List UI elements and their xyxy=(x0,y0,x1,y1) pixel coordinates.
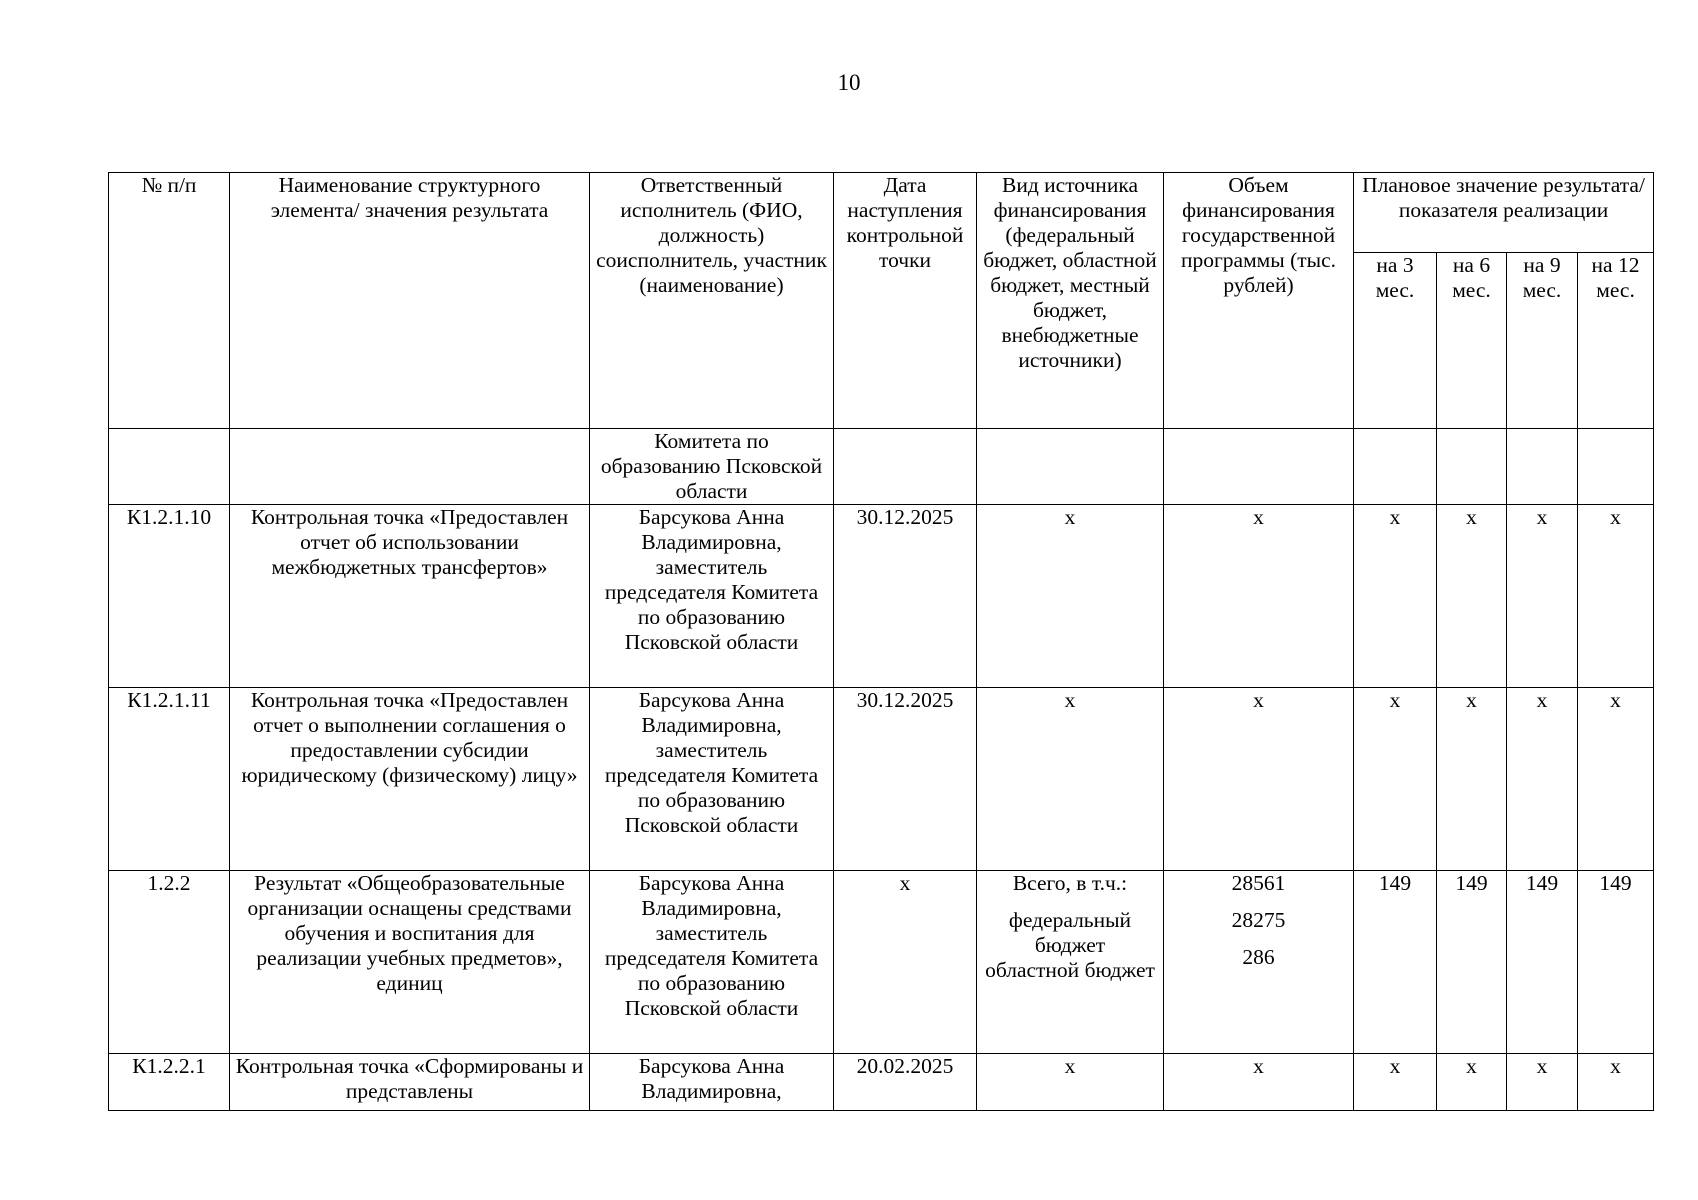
header-date: Дата наступления контрольной точки xyxy=(834,173,977,429)
table-row xyxy=(109,429,1654,505)
cell-m6 xyxy=(1437,429,1507,505)
cell-num: К1.2.1.10 xyxy=(109,505,230,688)
cell-source xyxy=(977,429,1164,505)
cell-m9 xyxy=(1507,429,1578,505)
cell-m3 xyxy=(1354,429,1437,505)
cell-m12: 149 xyxy=(1578,871,1654,1054)
table-row xyxy=(109,1054,1654,1111)
cell-date: х xyxy=(834,871,977,1054)
cell-responsible: Комитета по образованию Псковской области xyxy=(590,429,834,505)
header-plan: Плановое значение результата/показателя реализации xyxy=(1354,173,1654,253)
header-m12: на 12 мес. xyxy=(1578,253,1654,429)
source-federal: федеральный бюджет xyxy=(1008,908,1132,957)
cell-m3: 149 xyxy=(1354,871,1437,1054)
cell-volume xyxy=(1164,871,1354,1054)
cell-num: К1.2.1.11 xyxy=(109,688,230,871)
cell-name: Контрольная точка «Предоставлен отчет о выполнении соглашения о предоставлении субсидии юридическому (физическому) лицу» xyxy=(230,688,590,871)
cell-name: Контрольная точка «Предоставлен отчет об использовании межбюджетных трансфертов» xyxy=(230,505,590,688)
cell-m3: х xyxy=(1354,1054,1437,1111)
header-m9: на 9 мес. xyxy=(1507,253,1578,429)
cell-source: х xyxy=(977,505,1164,688)
cell-m12: х xyxy=(1578,688,1654,871)
cell-responsible: Барсукова Анна Владимировна, заместитель председателя Комитета по образованию Псковской области xyxy=(590,688,834,871)
header-m3: на 3 мес. xyxy=(1354,253,1437,429)
header-m6: на 6 мес. xyxy=(1437,253,1507,429)
cell-responsible: Барсукова Анна Владимировна, xyxy=(590,1054,834,1111)
cell-m6: х xyxy=(1437,688,1507,871)
cell-source xyxy=(977,871,1164,1054)
cell-m12: х xyxy=(1578,1054,1654,1111)
cell-responsible: Барсукова Анна Владимировна, заместитель председателя Комитета по образованию Псковской области xyxy=(590,871,834,1054)
cell-m9: х xyxy=(1507,688,1578,871)
cell-m3: х xyxy=(1354,505,1437,688)
header-row xyxy=(109,173,1654,253)
cell-name: Контрольная точка «Сформированы и представлены xyxy=(230,1054,590,1111)
cell-name: Результат «Общеобразовательные организации оснащены средствами обучения и воспитания для реализации учебных предметов», единиц xyxy=(230,871,590,1054)
cell-source: х xyxy=(977,688,1164,871)
source-regional: областной бюджет xyxy=(985,958,1155,982)
cell-m6: х xyxy=(1437,1054,1507,1111)
volume-total: 28561 xyxy=(1231,871,1286,895)
cell-m6: х xyxy=(1437,505,1507,688)
cell-num: 1.2.2 xyxy=(109,871,230,1054)
cell-m6: 149 xyxy=(1437,871,1507,1054)
cell-num: К1.2.2.1 xyxy=(109,1054,230,1111)
header-volume: Объем финансирования государственной программы (тыс. рублей) xyxy=(1164,173,1354,429)
volume-federal: 28275 xyxy=(1231,908,1286,932)
cell-volume: х xyxy=(1164,1054,1354,1111)
cell-name xyxy=(230,429,590,505)
table-row xyxy=(109,688,1654,871)
cell-m9: х xyxy=(1507,1054,1578,1111)
cell-m3: х xyxy=(1354,688,1437,871)
page-number: 10 xyxy=(837,70,861,95)
cell-date xyxy=(834,429,977,505)
cell-volume: х xyxy=(1164,688,1354,871)
table-row xyxy=(109,871,1654,1054)
cell-m9: х xyxy=(1507,505,1578,688)
cell-date: 30.12.2025 xyxy=(834,688,977,871)
volume-regional: 286 xyxy=(1242,945,1275,969)
program-table xyxy=(108,172,1654,1111)
cell-volume: х xyxy=(1164,505,1354,688)
cell-responsible: Барсукова Анна Владимировна, заместитель председателя Комитета по образованию Псковской области xyxy=(590,505,834,688)
header-name: Наименование структурного элемента/ значения результата xyxy=(230,173,590,429)
cell-date: 30.12.2025 xyxy=(834,505,977,688)
cell-num xyxy=(109,429,230,505)
header-num: № п/п xyxy=(109,173,230,429)
table-row xyxy=(109,505,1654,688)
cell-date: 20.02.2025 xyxy=(834,1054,977,1111)
cell-m12: х xyxy=(1578,505,1654,688)
cell-m12 xyxy=(1578,429,1654,505)
source-total: Всего, в т.ч.: xyxy=(1012,871,1128,895)
header-responsible: Ответственный исполнитель (ФИО, должность) соисполнитель, участник (наименование) xyxy=(590,173,834,429)
cell-m9: 149 xyxy=(1507,871,1578,1054)
cell-source: х xyxy=(977,1054,1164,1111)
header-source: Вид источника финансирования (федеральный бюджет, областной бюджет, местный бюджет, внебюджетные источники) xyxy=(977,173,1164,429)
cell-volume xyxy=(1164,429,1354,505)
